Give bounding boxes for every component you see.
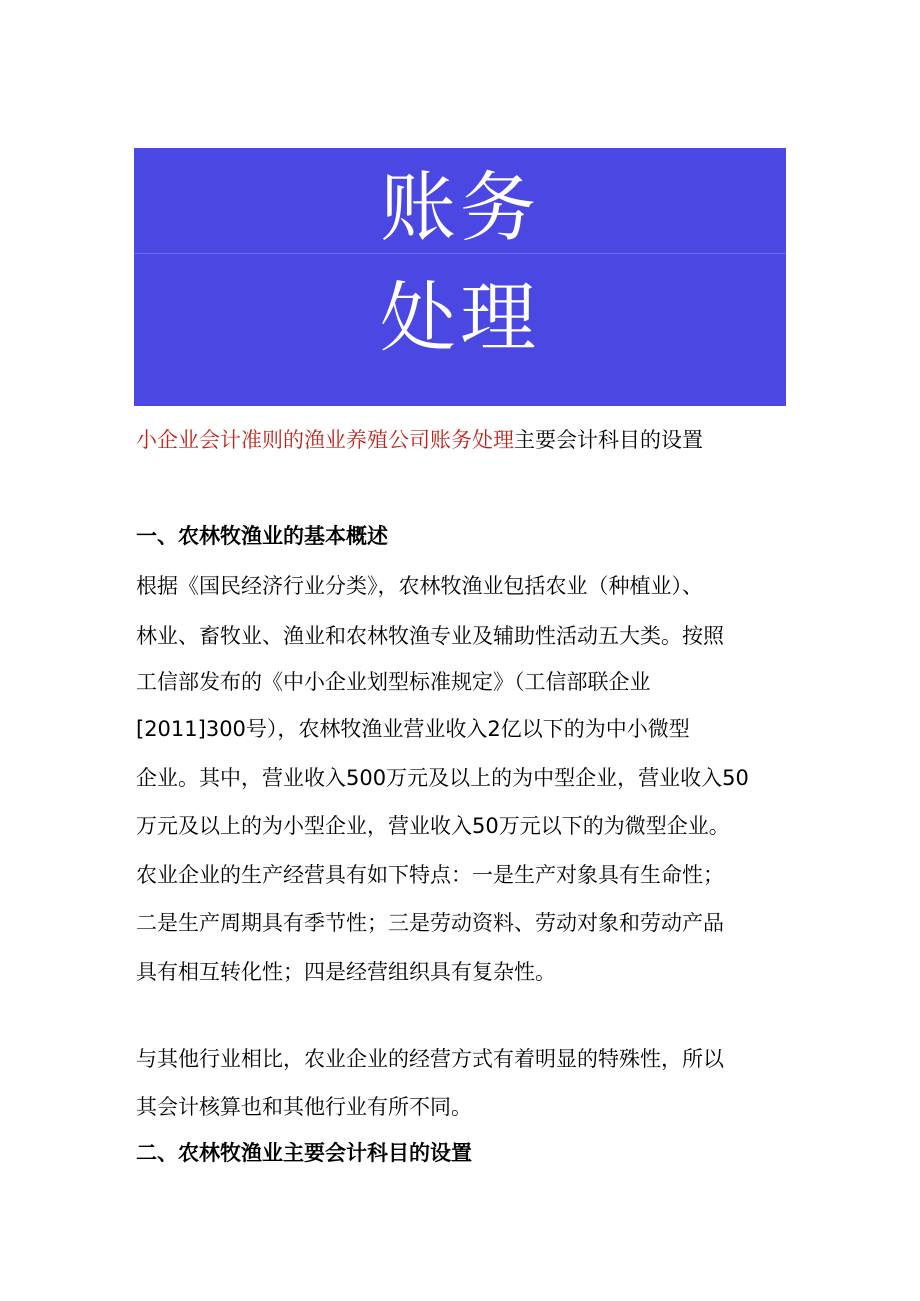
banner-title-line1: 账务 — [380, 163, 540, 252]
body-line: 其会计核算也和其他行业有所不同。 — [136, 1095, 472, 1119]
body-line: 农业企业的生产经营具有如下特点：一是生产对象具有生命性； — [136, 863, 724, 887]
body-line: [2011]300号），农林牧渔业营业收入2亿以下的为中小微型 — [136, 717, 690, 741]
body-line: 企业。其中，营业收入500万元及以上的为中型企业，营业收入50 — [136, 766, 749, 790]
subtitle-black-part: 主要会计科目的设置 — [514, 428, 703, 452]
body-line: 具有相互转化性；四是经营组织具有复杂性。 — [136, 960, 556, 984]
body-line: 二是生产周期具有季节性；三是劳动资料、劳动对象和劳动产品 — [136, 911, 724, 935]
title-banner — [134, 148, 786, 406]
subtitle-red-part: 小企业会计准则的渔业养殖公司账务处理 — [136, 428, 514, 452]
body-line: 根据《国民经济行业分类》，农林牧渔业包括农业（种植业）、 — [136, 574, 703, 598]
banner-title-line2: 处理 — [380, 273, 540, 362]
body-line: 林业、畜牧业、渔业和农林牧渔专业及辅助性活动五大类。按照 — [136, 624, 724, 648]
section2-heading: 二、农林牧渔业主要会计科目的设置 — [136, 1141, 472, 1165]
body-line: 与其他行业相比，农业企业的经营方式有着明显的特殊性，所以 — [136, 1047, 724, 1071]
document-subtitle — [136, 424, 703, 454]
section1-heading: 一、农林牧渔业的基本概述 — [136, 524, 388, 548]
banner-divider — [134, 253, 786, 254]
body-line: 万元及以上的为小型企业，营业收入50万元以下的为微型企业。 — [136, 814, 730, 838]
body-line: 工信部发布的《中小企业划型标准规定》（工信部联企业 — [136, 670, 651, 694]
